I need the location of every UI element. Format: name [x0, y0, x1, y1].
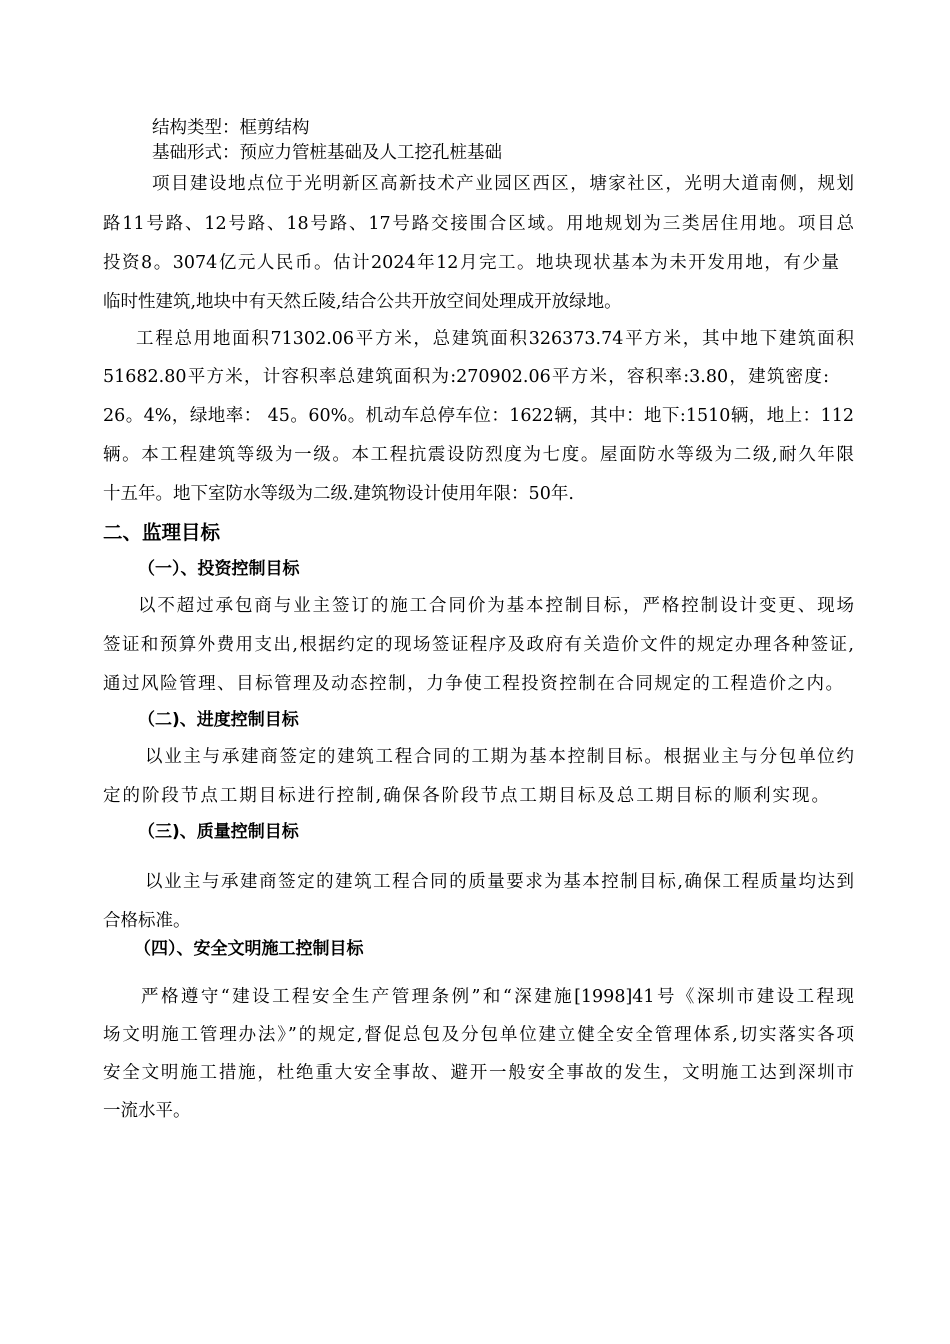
subsection-title-schedule: （二)、进度控制目标	[138, 710, 299, 730]
paragraph-line: 场文明施工管理办法》”的规定,督促总包及分包单位建立健全安全管理体系,切实落实各项	[103, 1025, 854, 1045]
paragraph-line: 合格标准。	[103, 911, 191, 931]
paragraph-line: 定的阶段节点工期目标进行控制,确保各阶段节点工期目标及总工期目标的顺利实现。	[103, 786, 829, 806]
paragraph-line: 以不超过承包商与业主签订的施工合同价为基本控制目标，严格控制设计变更、现场	[138, 596, 854, 616]
subsection-title-investment: （一）、投资控制目标	[138, 559, 300, 579]
paragraph-line: 签证和预算外费用支出,根据约定的现场签证程序及政府有关造价文件的规定办理各种签证,	[103, 635, 854, 655]
paragraph-line: 51682.80平方米，计容积率总建筑面积为:270902.06平方米，容积率:3.80，建筑密度:	[103, 367, 829, 387]
paragraph-line: 通过风险管理、目标管理及动态控制，力争使工程投资控制在合同规定的工程造价之内。	[103, 674, 843, 694]
paragraph-line: 以业主与承建商签定的建筑工程合同的质量要求为基本控制目标,确保工程质量均达到	[145, 872, 854, 892]
subsection-title-quality: （三)、质量控制目标	[138, 822, 299, 842]
structure-type-line: 结构类型：框剪结构	[152, 118, 310, 138]
paragraph-line: 工程总用地面积71302.06平方米，总建筑面积326373.74平方米，其中地下建筑面积	[136, 329, 854, 349]
paragraph-line: 临时性建筑,地块中有天然丘陵,结合公共开放空间处理成开放绿地。	[103, 292, 622, 312]
paragraph-line: 安全文明施工措施，杜绝重大安全事故、避开一般安全事故的发生，文明施工达到深圳市	[103, 1063, 854, 1083]
paragraph-line: 路11号路、12号路、18号路、17号路交接围合区域。用地规划为三类居住用地。项目总	[103, 214, 854, 234]
subsection-title-safety: （四）、安全文明施工控制目标	[134, 939, 364, 959]
paragraph-line: 辆。本工程建筑等级为一级。本工程抗震设防烈度为七度。屋面防水等级为二级,耐久年限	[103, 445, 854, 465]
paragraph-line: 十五年。地下室防水等级为二级.建筑物设计使用年限：50年.	[103, 484, 574, 504]
paragraph-line: 投资8。3074亿元人民币。估计2024年12月完工。地块现状基本为未开发用地，有少量	[103, 253, 839, 273]
paragraph-line: 以业主与承建商签定的建筑工程合同的工期为基本控制目标。根据业主与分包单位约	[145, 747, 854, 767]
paragraph-line: 项目建设地点位于光明新区高新技术产业园区西区，塘家社区，光明大道南侧，规划	[152, 174, 854, 194]
foundation-type-line: 基础形式：预应力管桩基础及人工挖孔桩基础	[152, 143, 502, 163]
paragraph-line: 26。4%，绿地率： 45。60%。机动车总停车位：1622辆，其中：地下:1510辆，地上：112	[103, 406, 854, 426]
paragraph-line: 一流水平。	[103, 1101, 191, 1121]
paragraph-line: 严格遵守“建设工程安全生产管理条例”和“深建施[1998]41号《深圳市建设工程现	[141, 987, 854, 1007]
section-title: 二、监理目标	[103, 521, 221, 544]
